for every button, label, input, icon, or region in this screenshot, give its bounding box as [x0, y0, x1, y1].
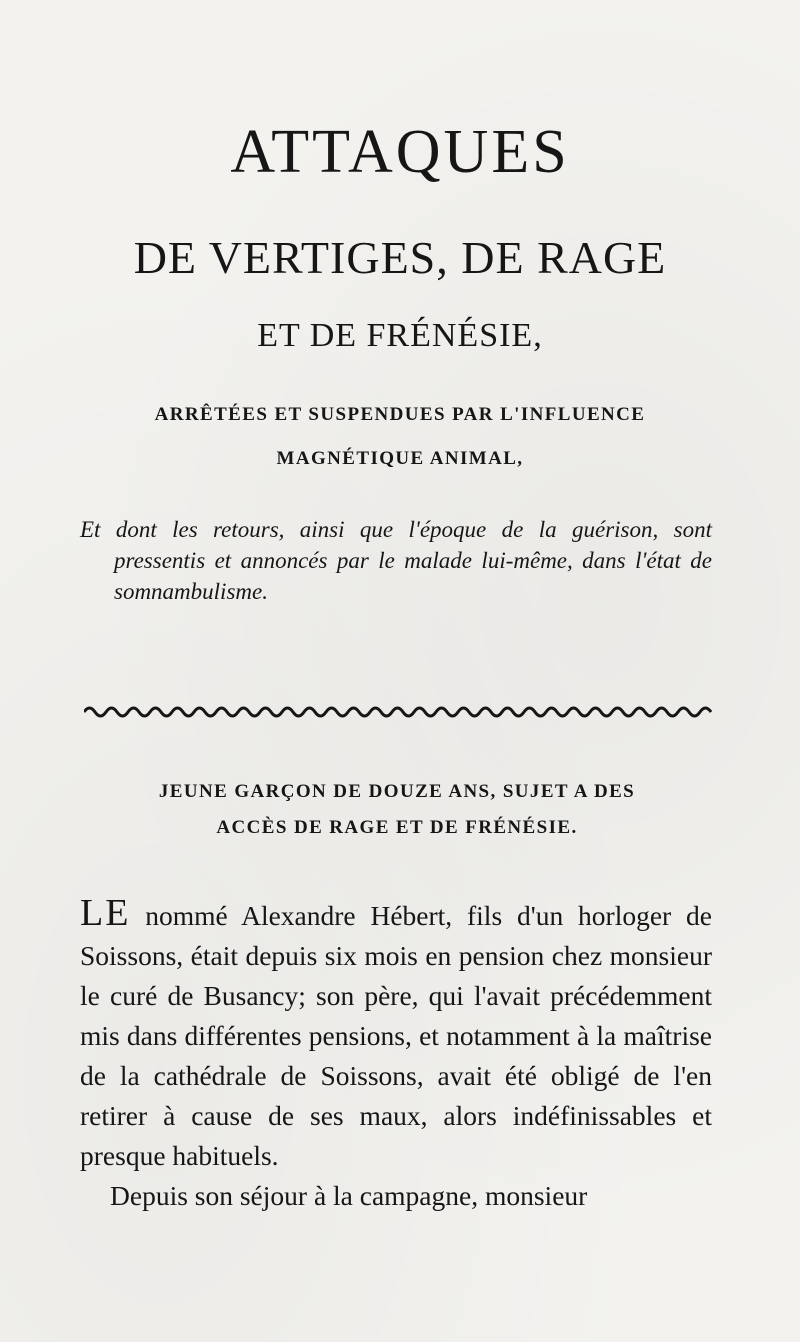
body-paragraph-2: Depuis son séjour à la campagne, monsieur: [110, 1180, 588, 1211]
title-line-3: ET DE FRÉNÉSIE,: [257, 317, 543, 354]
section-heading: [80, 774, 714, 846]
section-heading-line-1: JEUNE GARÇON DE DOUZE ANS, SUJET A DES: [158, 781, 636, 802]
body-text: [80, 893, 712, 1216]
drop-cap: LE: [80, 892, 131, 934]
section-heading-line-2: ACCÈS DE RAGE ET DE FRÉNÉSIE.: [216, 817, 578, 838]
subtitle-line-1: ARRÊTÉES ET SUSPENDUES PAR L'INFLUENCE: [154, 404, 646, 425]
subtitle: [80, 393, 720, 481]
body-paragraph-1-text: nommé Alexandre Hébert, fils d'un horloger de Soissons, était depuis six mois en pension chez monsieur le curé de Busancy; son père, qui l'avait précédemment mis dans différentes pensions, et notamment à la maîtrise de la cathédrale de Soissons, avait été obligé de l'en retirer à cause de ses maux, alors indéfinissables et presque habituels.: [80, 900, 712, 1171]
title-line-1: ATTAQUES: [230, 118, 570, 186]
subtitle-line-2: MAGNÉTIQUE ANIMAL,: [276, 448, 524, 469]
title-line-2: DE VERTIGES, DE RAGE: [133, 232, 667, 283]
body-paragraph-1: [80, 893, 712, 1176]
wavy-rule-divider: [84, 703, 712, 721]
italic-paragraph: Et dont les retours, ainsi que l'époque de la guérison, sont pressentis et annoncés par le malade lui-même, dans l'état de somnambulisme.: [80, 517, 712, 604]
